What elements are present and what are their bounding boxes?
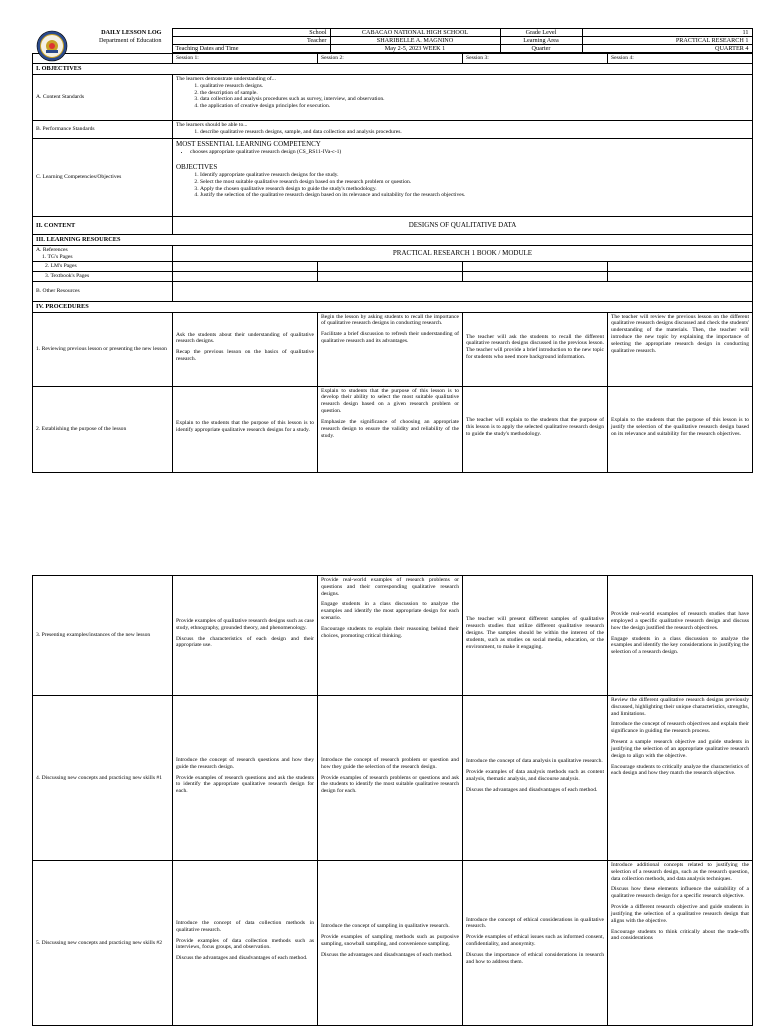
procedure-text: Provide examples of data collection methods such as interviews, focus groups, and observation.: [176, 937, 314, 951]
procedure-5-label: 5. Discussing new concepts and practicing new skills #2: [33, 861, 173, 1026]
procedure-3-session-1: [173, 576, 318, 696]
performance-item: 1. describe qualitative research designs, sample, and data collection and analysis procedures.: [200, 129, 749, 136]
procedure-text: Provide examples of sampling methods such as purposive sampling, snowball sampling, and convenience sampling.: [321, 934, 459, 947]
session-4-heading: Session 4:: [608, 54, 753, 64]
references-value: PRACTICAL RESEARCH 1 BOOK / MODULE: [173, 245, 753, 262]
procedure-text: Introduce the concept of research problem or question and how they guide the selection of the research design.: [321, 756, 459, 770]
procedure-text: Introduce the concept of data analysis in qualitative research.: [466, 758, 603, 765]
content-heading: II. CONTENT: [33, 217, 173, 235]
procedure-2-session-1: [173, 386, 318, 472]
procedure-text: Ask the students about their understanding of qualitative research designs.: [176, 331, 314, 345]
procedure-text: Provide examples of research problems or questions and ask the students to identify the most suitable qualitative research design for each.: [321, 774, 459, 795]
procedure-1-session-2: [318, 312, 463, 386]
dates-value: May 2-5, 2023 WEEK 1: [330, 45, 500, 53]
procedure-text: Introduce the concept of sampling in qualitative research.: [321, 923, 450, 930]
document-title: DAILY LESSON LOG: [101, 29, 162, 36]
procedure-text: Discuss how these elements influence the suitability of a qualitative research design for a specific research objective.: [611, 886, 749, 900]
procedure-4-label: 4. Discussing new concepts and practicing new skills #1: [33, 696, 173, 861]
procedure-text: The teacher will present different samples of qualitative research studies that utilize different qualitative research designs. The samples should be within the interest of the students, such as studies on social media, education, or the environment, to make it engaging.: [466, 616, 604, 650]
lm-pages-label: 2. LM's Pages: [33, 262, 173, 272]
content-standard-item: 4. the application of creative design principles for execution.: [200, 103, 749, 110]
procedure-4-session-4: [608, 696, 753, 861]
procedure-text: Encourage students to explain their reasoning behind their choices, promoting critical thinking.: [321, 625, 459, 639]
procedure-1-session-3: [463, 312, 608, 386]
procedure-text: The teacher will ask the students to recall the different qualitative research designs discussed in the previous lesson. The teacher will provide a brief introduction to the new topic for students who need more background information.: [466, 333, 604, 360]
procedure-text: Discuss the advantages and disadvantages of each method.: [176, 955, 308, 962]
quarter-value: QUARTER 4: [582, 45, 752, 53]
content-standard-item: 2. the description of sample.: [200, 90, 749, 97]
content-standards-cell: [173, 75, 753, 121]
objectives-heading: I. OBJECTIVES: [33, 64, 753, 75]
procedure-text: Introduce the concept of ethical considerations in qualitative research.: [466, 916, 604, 930]
procedure-text: Provide a different research objective and guide students in justifying the selection of a qualitative research design that aligns with the objective.: [611, 904, 749, 924]
procedure-4-session-3: [463, 696, 608, 861]
procedures-heading: IV. PROCEDURES: [33, 301, 753, 312]
procedure-2-session-3: [463, 386, 608, 472]
performance-standards-label: B. Performance Standards: [33, 121, 173, 139]
textbook-pages-label: 3. Textbook's Pages: [33, 272, 173, 282]
performance-standards-cell: [173, 121, 753, 139]
procedure-text: Engage students in a class discussion to analyze the examples and identify the most appropriate design for each scenario.: [321, 601, 459, 622]
tg-pages-label: 1. TG's Pages: [42, 253, 73, 260]
procedure-text: Discuss the importance of ethical considerations in research and how to address them.: [466, 951, 604, 965]
quarter-label: Quarter: [500, 45, 582, 53]
procedure-text: Emphasize the significance of choosing an appropriate research design to ensure the validity and reliability of the study.: [321, 418, 459, 439]
procedure-text: Begin the lesson by asking students to recall the importance of qualitative research designs in conducting research.: [321, 313, 459, 327]
lesson-log-page-2: [32, 575, 752, 1026]
procedure-text: Recap the previous lesson on the basics of qualitative research.: [176, 349, 314, 362]
procedure-text: Provide examples of research questions and ask the students to identify the appropriate qualitative research design for each.: [176, 774, 314, 795]
procedure-text: Introduce the concept of research questions and how they guide the research design.: [176, 756, 314, 770]
lesson-log-table-1: [32, 53, 753, 472]
procedure-text: Provide examples of ethical issues such as informed consent, confidentiality, and anonymity.: [466, 934, 604, 947]
procedure-text: Encourage students to critically analyze the characteristics of each design and how they match the research objective.: [611, 763, 749, 777]
objectives-title: OBJECTIVES: [176, 163, 218, 172]
objective-item: 3. Apply the chosen qualitative research design to guide the study's methodology.: [200, 186, 749, 193]
objective-item: 2. Select the most suitable qualitative research design based on the research problem or question.: [200, 179, 749, 186]
procedure-text: Discuss the advantages and disadvantages of each method.: [466, 786, 598, 793]
school-label: School: [172, 29, 330, 37]
performance-intro: The learners should be able to...: [176, 122, 248, 129]
procedure-5-session-2: [318, 861, 463, 1026]
procedure-text: Introduce the concept of data collection methods in qualitative research.: [176, 919, 314, 933]
procedure-1-label: 1. Reviewing previous lesson or presenting the new lesson: [33, 312, 173, 386]
procedure-5-session-3: [463, 861, 608, 1026]
procedure-text: Explain to the students that the purpose of this lesson is to justify the selection of the qualitative research design based on its relevance and suitability for the research objectives.: [611, 416, 749, 437]
dates-label: Teaching Dates and Time: [172, 45, 330, 53]
procedure-2-session-4: [608, 386, 753, 472]
procedure-text: Explain to students that the purpose of this lesson is to develop their ability to select the most suitable qualitative research design based on a given research problem or question.: [321, 387, 459, 415]
procedure-text: Review the different qualitative research designs previously discussed, highlighting their unique characteristics, strengths, and limitations.: [611, 697, 749, 717]
references-cell: [33, 245, 173, 262]
procedure-5-session-1: [173, 861, 318, 1026]
melc-item: • chooses appropriate qualitative research design (CS_RS11-IVa-c-1): [190, 149, 749, 156]
procedure-text: Explain to the students that the purpose of this lesson is to identify appropriate qualitative research designs for a study.: [176, 420, 314, 434]
grade-label: Grade Level: [500, 29, 582, 37]
competencies-label: C. Learning Competencies/Objectives: [33, 139, 173, 217]
teacher-value: SHARIBELLE A. MAGNINO: [330, 37, 500, 45]
procedure-text: Provide examples of qualitative research designs such as case study, ethnography, grounded theory, and phenomenology.: [176, 617, 314, 631]
melc-title: MOST ESSENTIAL LEARNING COMPETENCY: [176, 140, 321, 149]
procedure-3-session-3: [463, 576, 608, 696]
procedure-text: Discuss the advantages and disadvantages of each method.: [321, 951, 453, 958]
session-3-heading: Session 3:: [463, 54, 608, 64]
procedure-text: The teacher will explain to the students that the purpose of this lesson is to apply the selected qualitative research design to guide the study's methodology.: [466, 416, 604, 437]
objective-item: 4. Justify the selection of the qualitative research design based on its relevance and suitability for the research objectives.: [200, 192, 749, 199]
procedure-1-session-1: [173, 312, 318, 386]
objective-item: 1. Identify appropriate qualitative research designs for the study.: [200, 172, 749, 179]
procedure-4-session-1: [173, 696, 318, 861]
procedure-text: Engage students in a class discussion to analyze the examples and identify the key considerations in justifying the selection of a research design.: [611, 635, 749, 656]
procedure-text: Introduce the concept of research objectives and explain their significance in guiding the research process.: [611, 721, 749, 735]
deped-seal-icon: [36, 30, 68, 62]
procedure-1-session-4: [608, 312, 753, 386]
learning-resources-heading: III. LEARNING RESOURCES: [33, 235, 753, 246]
area-value: PRACTICAL RESEARCH 1: [582, 37, 752, 45]
lesson-log-table-2: [32, 575, 753, 1026]
grade-value: 11: [582, 29, 752, 37]
procedure-3-label: 3. Presenting examples/instances of the new lesson: [33, 576, 173, 696]
content-standards-intro: The learners demonstrate understanding of...: [176, 76, 276, 83]
procedure-2-session-2: [318, 386, 463, 472]
procedure-text: Facilitate a brief discussion to refresh their understanding of qualitative research and its advantages.: [321, 331, 459, 345]
references-label: A. References: [36, 246, 68, 253]
other-resources-label: B. Other Resources: [33, 281, 173, 301]
procedure-3-session-4: [608, 576, 753, 696]
competencies-cell: [173, 139, 753, 217]
teacher-label: Teacher: [172, 37, 330, 45]
procedure-text: Provide real-world examples of research studies that have employed a specific qualitative research design and discuss how the design justified the research objectives.: [611, 611, 749, 631]
content-standard-item: 1. qualitative research designs.: [200, 83, 749, 90]
procedure-text: Introduce additional concepts related to justifying the selection of a research design, such as the research question, data collection methods, and data analysis techniques.: [611, 862, 749, 882]
procedure-text: The teacher will review the previous lesson on the different qualitative research designs discussed and check the students' understanding of the materials. Then, the teacher will introduce the new topic by explaining the importance of selecting the appropriate research design in conducting qualitative research.: [611, 313, 749, 354]
header-table: [32, 28, 753, 53]
procedure-text: Present a sample research objective and guide students in justifying the selection of an appropriate qualitative research design to align with the objective.: [611, 739, 749, 759]
session-1-heading: Session 1:: [173, 54, 318, 64]
content-value: DESIGNS OF QUALITATIVE DATA: [173, 217, 753, 235]
procedure-text: Provide real-world examples of research problems or questions and their corresponding qualitative research designs.: [321, 577, 459, 597]
content-standard-item: 3. data collection and analysis procedures such as survey, interview, and observation.: [200, 96, 749, 103]
area-label: Learning Area: [500, 37, 582, 45]
procedure-text: Provide examples of data analysis methods such as content analysis, thematic analysis, and discourse analysis.: [466, 769, 604, 782]
procedure-3-session-2: [318, 576, 463, 696]
department-name: Department of Education: [98, 37, 162, 45]
procedure-5-session-4: [608, 861, 753, 1026]
procedure-text: Discuss the characteristics of each design and their appropriate use.: [176, 635, 314, 649]
procedure-2-label: 2. Establishing the purpose of the lesson: [33, 386, 173, 472]
lesson-log-page-1: [32, 28, 752, 473]
session-2-heading: Session 2:: [318, 54, 463, 64]
procedure-4-session-2: [318, 696, 463, 861]
school-value: CABACAO NATIONAL HIGH SCHOOL: [330, 29, 500, 37]
content-standards-label: A. Content Standards: [33, 75, 173, 121]
procedure-text: Encourage students to think critically about the trade-offs and considerations: [611, 928, 749, 942]
